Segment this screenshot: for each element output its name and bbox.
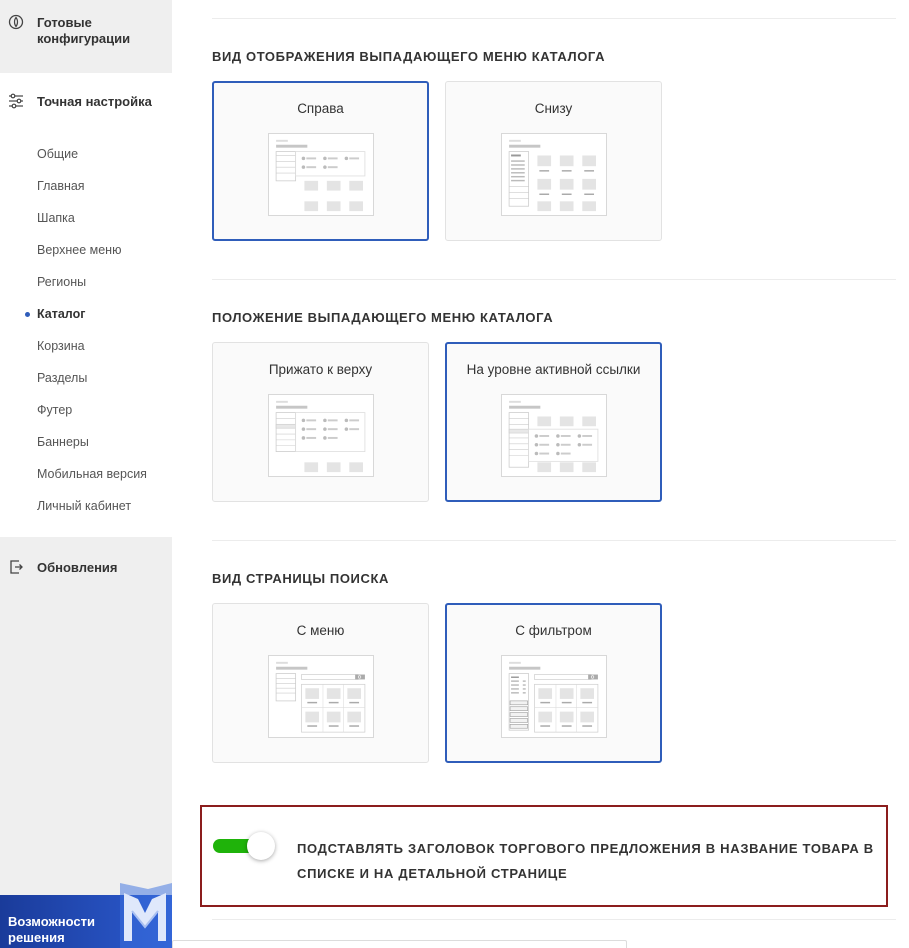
sidebar-item-top-menu[interactable]: Верхнее меню — [37, 243, 122, 257]
solution-logo-icon — [118, 883, 172, 948]
sidebar-section-ready-configs[interactable] — [0, 0, 172, 72]
sidebar-section-fine-tuning — [0, 73, 172, 537]
ready-configs-icon — [8, 14, 24, 30]
sidebar-item-footer[interactable]: Футер — [37, 403, 73, 417]
sidebar — [0, 0, 172, 948]
sidebar-item-cart[interactable]: Корзина — [37, 339, 85, 353]
divider — [212, 18, 896, 19]
sidebar-item-banners[interactable]: Баннеры — [37, 435, 89, 449]
updates-icon — [8, 559, 24, 575]
sidebar-item-catalog[interactable]: Каталог — [37, 307, 86, 321]
section-title-search-page: ВИД СТРАНИЦЫ ПОИСКА — [212, 571, 390, 586]
offer-title-toggle[interactable] — [213, 832, 275, 860]
sidebar-item-account[interactable]: Личный кабинет — [37, 499, 132, 513]
sidebar-item-general[interactable]: Общие — [37, 147, 79, 161]
divider — [212, 540, 896, 541]
section-title-menu-position: ПОЛОЖЕНИЕ ВЫПАДАЮЩЕГО МЕНЮ КАТАЛОГА — [212, 310, 554, 325]
option-label: Справа — [297, 101, 344, 116]
divider — [212, 279, 896, 280]
option-menu-right[interactable] — [212, 81, 429, 241]
sidebar-item-home[interactable]: Главная — [37, 179, 85, 193]
sliders-icon — [8, 93, 24, 109]
preview-menu-bottom — [501, 133, 607, 216]
option-label: С фильтром — [515, 623, 592, 638]
option-label: Снизу — [534, 101, 573, 116]
preview-menu-right — [268, 133, 374, 216]
preview-search-with-filter — [501, 655, 607, 738]
option-menu-bottom[interactable] — [445, 81, 662, 241]
bottom-panel — [172, 940, 627, 948]
offer-title-option-label: ПОДСТАВЛЯТЬ ЗАГОЛОВОК ТОРГОВОГО ПРЕДЛОЖЕНИЯ В НАЗВАНИЕ ТОВАРА В СПИСКЕ И НА ДЕТАЛЬНОЙ СТРАНИЦЕ — [297, 841, 874, 881]
option-label: На уровне активной ссылки — [466, 362, 641, 377]
option-active-link-level[interactable] — [445, 342, 662, 502]
divider — [212, 919, 896, 920]
active-indicator-dot — [25, 312, 30, 317]
option-search-with-filter[interactable] — [445, 603, 662, 763]
sidebar-item-header[interactable]: Шапка — [37, 211, 75, 225]
option-label: Прижато к верху — [268, 362, 373, 377]
offer-title-option — [200, 805, 888, 907]
sidebar-section-updates[interactable] — [0, 538, 172, 598]
toggle-knob — [247, 832, 275, 860]
sidebar-item-mobile[interactable]: Мобильная версия — [37, 467, 147, 481]
option-search-with-menu[interactable] — [212, 603, 429, 763]
sidebar-item-sections[interactable]: Разделы — [37, 371, 88, 385]
sidebar-ready-configs-label: Готовые конфигурации — [37, 15, 131, 46]
sidebar-fine-tuning-label: Точная настройка — [37, 94, 152, 109]
sidebar-updates-label: Обновления — [37, 560, 118, 575]
preview-active-link-level — [501, 394, 607, 477]
option-pinned-top[interactable] — [212, 342, 429, 502]
preview-pinned-top — [268, 394, 374, 477]
sidebar-item-regions[interactable]: Регионы — [37, 275, 87, 289]
section-title-menu-view: ВИД ОТОБРАЖЕНИЯ ВЫПАДАЮЩЕГО МЕНЮ КАТАЛОГА — [212, 49, 606, 64]
option-label: С меню — [296, 623, 345, 638]
promo-banner[interactable] — [0, 895, 172, 948]
promo-text: Возможности решения — [8, 914, 95, 945]
preview-search-with-menu — [268, 655, 374, 738]
